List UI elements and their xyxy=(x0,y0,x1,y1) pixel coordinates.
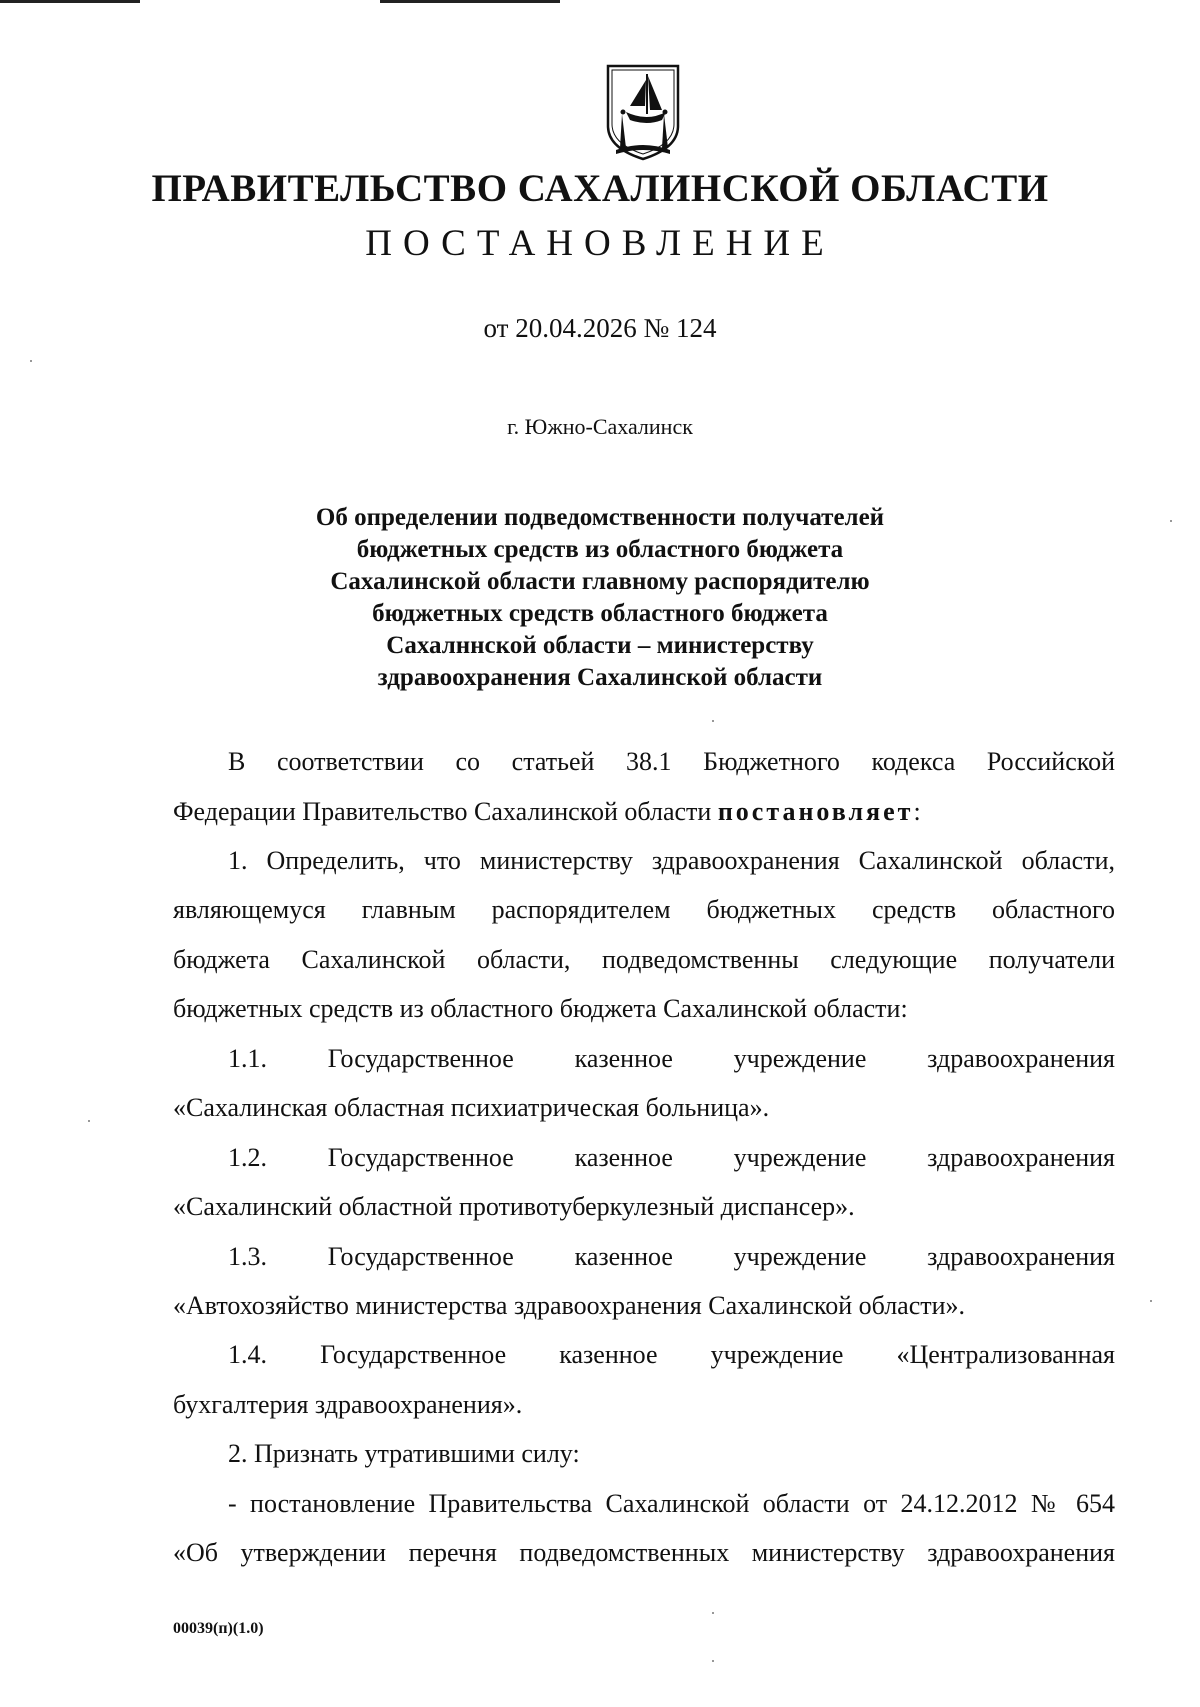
body-line: В соответствии со статьей 38.1 Бюджетного кодекса Российской xyxy=(228,747,1115,776)
scan-edge-line xyxy=(380,0,560,3)
subject-line: бюджетных средств областного бюджета xyxy=(372,600,828,627)
body-line: бюджета Сахалинской области, подведомственны следующие получатели xyxy=(173,945,1115,974)
scan-speck xyxy=(88,1120,90,1122)
scan-speck xyxy=(712,1612,714,1614)
form-code: 00039(п)(1.0) xyxy=(173,1620,264,1637)
body-line: 1.1. Государственное казенное учреждение здравоохранения xyxy=(228,1044,1115,1073)
scan-edge-line xyxy=(0,0,140,3)
government-title: ПРАВИТЕЛЬСТВО САХАЛИНСКОЙ ОБЛАСТИ xyxy=(151,167,1049,210)
scan-speck xyxy=(712,1660,714,1662)
document-type: ПОСТАНОВЛЕНИЕ xyxy=(365,223,835,264)
body-line: «Об утверждении перечня подведомственных министерству здравоохранения xyxy=(173,1538,1115,1567)
scan-speck xyxy=(712,720,714,722)
body-line: «Автохозяйство министерства здравоохранения Сахалинской области». xyxy=(173,1291,966,1320)
scan-speck xyxy=(1170,520,1172,522)
body-line xyxy=(173,796,1115,828)
coat-of-arms-emblem xyxy=(600,62,686,162)
subject-line: здравоохранения Сахалинской области xyxy=(377,664,823,691)
body-line: бухгалтерия здравоохранения». xyxy=(173,1390,523,1419)
body-line: 1.2. Государственное казенное учреждение здравоохранения xyxy=(228,1143,1115,1172)
document-date-number: от 20.04.2026 № 124 xyxy=(483,313,717,343)
body-line: «Сахалинская областная психиатрическая больница». xyxy=(173,1093,770,1122)
subject-line: Сахалинской области главному распорядителю xyxy=(330,568,870,595)
body-line: 2. Признать утратившими силу: xyxy=(228,1439,580,1468)
body-line: бюджетных средств из областного бюджета Сахалинской области: xyxy=(173,994,908,1023)
document-city: г. Южно-Сахалинск xyxy=(507,414,693,439)
resolve-keyword: постановляет xyxy=(717,797,914,826)
intro-colon: : xyxy=(913,797,921,826)
subject-line: Об определении подведомственности получателей xyxy=(315,504,885,531)
scan-speck xyxy=(30,360,32,362)
subject-line: бюджетных средств из областного бюджета xyxy=(356,536,844,563)
body-line: «Сахалинский областной противотуберкулезный диспансер». xyxy=(173,1192,855,1221)
intro-lead: Федерации Правительство Сахалинской области xyxy=(173,797,718,826)
document-subject xyxy=(300,502,900,694)
scan-speck xyxy=(1150,1300,1152,1302)
body-line: - постановление Правительства Сахалинской области от 24.12.2012 № 654 xyxy=(228,1489,1115,1518)
body-line: являющемуся главным распорядителем бюджетных средств областного xyxy=(173,895,1115,924)
body-line: 1.3. Государственное казенное учреждение здравоохранения xyxy=(228,1242,1115,1271)
body-line: 1. Определить, что министерству здравоохранения Сахалинской области, xyxy=(228,846,1115,875)
body-line: 1.4. Государственное казенное учреждение «Централизованная xyxy=(228,1340,1115,1369)
subject-line: Сахалннской области – министерству xyxy=(386,632,814,659)
